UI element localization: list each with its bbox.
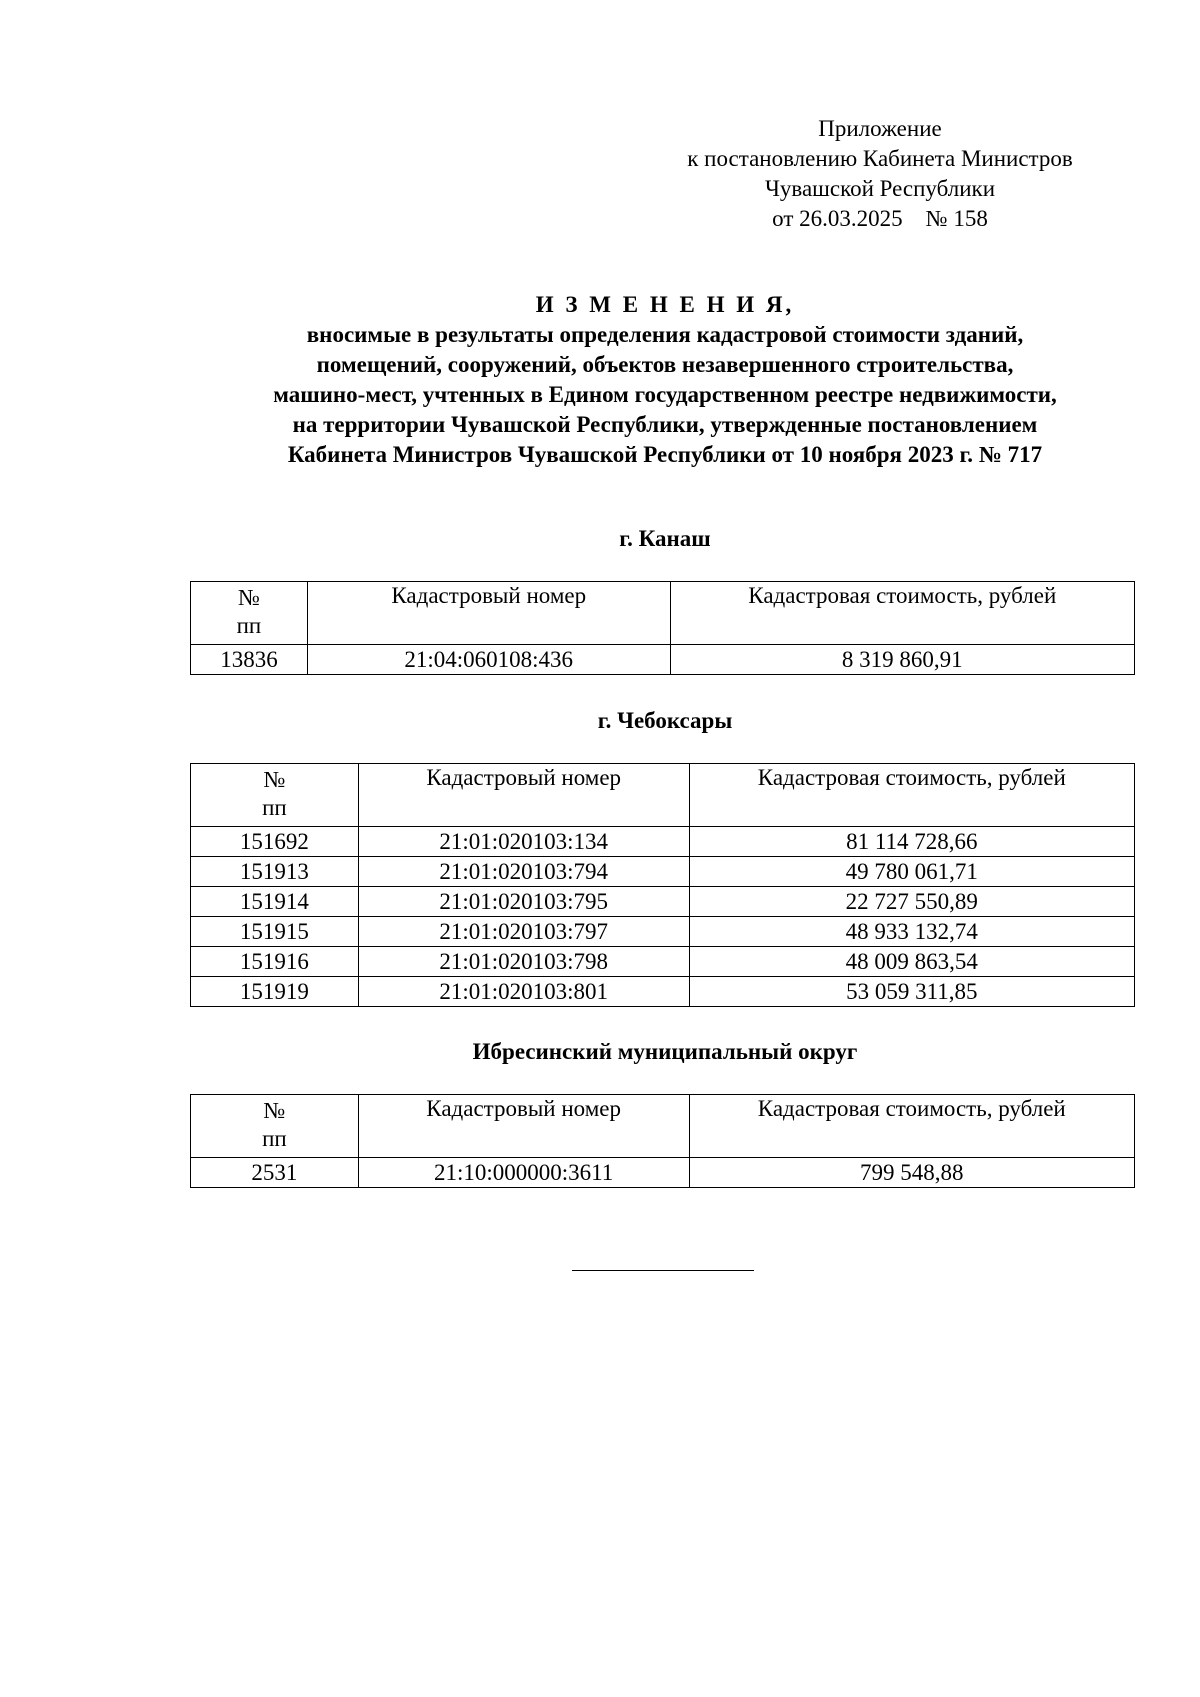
title-line: вносимые в результаты определения кадастровой стоимости зданий, bbox=[306, 322, 1024, 347]
table-cheboksary bbox=[190, 763, 1135, 1007]
cell-no: 151916 bbox=[191, 947, 359, 977]
no-symbol: № bbox=[263, 767, 286, 792]
table-row bbox=[191, 917, 1135, 947]
cell-no: 151919 bbox=[191, 977, 359, 1007]
title-line: помещений, сооружений, объектов незавершенного строительства, bbox=[316, 352, 1014, 377]
cell-no: 2531 bbox=[191, 1158, 359, 1188]
section-heading-kanash: г. Канаш bbox=[619, 526, 711, 551]
title-line: Кабинета Министров Чувашской Республики от 10 ноября 2023 г. № 717 bbox=[287, 442, 1043, 467]
table-row bbox=[191, 1158, 1135, 1188]
cell-value: 22 727 550,89 bbox=[689, 887, 1134, 917]
cell-no: 13836 bbox=[191, 645, 308, 675]
pp-label: пп bbox=[262, 1126, 287, 1151]
appendix-label: Приложение bbox=[818, 116, 942, 141]
table-kanash bbox=[190, 581, 1135, 675]
column-header-cadastral-value: Кадастровая стоимость, рублей bbox=[689, 1095, 1134, 1158]
section-heading-ibresi: Ибресинский муниципальный округ bbox=[472, 1039, 858, 1064]
table-ibresi bbox=[190, 1094, 1135, 1188]
cell-number: 21:10:000000:3611 bbox=[358, 1158, 689, 1188]
table-header-row bbox=[191, 1095, 1135, 1158]
cell-number: 21:04:060108:436 bbox=[307, 645, 670, 675]
column-header-no bbox=[191, 1095, 359, 1158]
no-symbol: № bbox=[263, 1098, 286, 1123]
cell-number: 21:01:020103:795 bbox=[358, 887, 689, 917]
column-header-cadastral-number: Кадастровый номер bbox=[307, 582, 670, 645]
title-main: И З М Е Н Е Н И Я, bbox=[535, 292, 795, 317]
table-row bbox=[191, 947, 1135, 977]
appendix-republic: Чувашской Республики bbox=[764, 176, 996, 201]
cell-value: 48 009 863,54 bbox=[689, 947, 1134, 977]
column-header-no bbox=[191, 582, 308, 645]
cell-number: 21:01:020103:134 bbox=[358, 827, 689, 857]
cell-number: 21:01:020103:797 bbox=[358, 917, 689, 947]
column-header-cadastral-value: Кадастровая стоимость, рублей bbox=[689, 764, 1134, 827]
document-title bbox=[170, 290, 1160, 470]
cell-no: 151913 bbox=[191, 857, 359, 887]
table-header-row bbox=[191, 764, 1135, 827]
pp-label: пп bbox=[262, 795, 287, 820]
cell-no: 151914 bbox=[191, 887, 359, 917]
table-row bbox=[191, 977, 1135, 1007]
table-row bbox=[191, 827, 1135, 857]
appendix-date-number: от 26.03.2025 № 158 bbox=[772, 206, 988, 231]
appendix-block bbox=[640, 114, 1120, 234]
cell-number: 21:01:020103:798 bbox=[358, 947, 689, 977]
table-row bbox=[191, 645, 1135, 675]
cell-value: 48 933 132,74 bbox=[689, 917, 1134, 947]
cell-number: 21:01:020103:794 bbox=[358, 857, 689, 887]
table-row bbox=[191, 887, 1135, 917]
cell-value: 53 059 311,85 bbox=[689, 977, 1134, 1007]
title-line: машино-мест, учтенных в Едином государственном реестре недвижимости, bbox=[273, 382, 1057, 407]
no-symbol: № bbox=[237, 585, 260, 610]
pp-label: пп bbox=[236, 613, 262, 638]
table-row bbox=[191, 857, 1135, 887]
section-heading-cheboksary: г. Чебоксары bbox=[597, 708, 733, 733]
column-header-cadastral-value: Кадастровая стоимость, рублей bbox=[670, 582, 1134, 645]
cell-no: 151915 bbox=[191, 917, 359, 947]
column-header-no bbox=[191, 764, 359, 827]
title-line: на территории Чувашской Республики, утвержденные постановлением bbox=[292, 412, 1038, 437]
column-header-cadastral-number: Кадастровый номер bbox=[358, 1095, 689, 1158]
column-header-cadastral-number: Кадастровый номер bbox=[358, 764, 689, 827]
cell-number: 21:01:020103:801 bbox=[358, 977, 689, 1007]
cell-value: 8 319 860,91 bbox=[670, 645, 1134, 675]
cell-value: 81 114 728,66 bbox=[689, 827, 1134, 857]
cell-value: 799 548,88 bbox=[689, 1158, 1134, 1188]
appendix-resolution: к постановлению Кабинета Министров bbox=[687, 146, 1073, 171]
cell-value: 49 780 061,71 bbox=[689, 857, 1134, 887]
table-header-row bbox=[191, 582, 1135, 645]
cell-no: 151692 bbox=[191, 827, 359, 857]
closing-rule bbox=[572, 1270, 754, 1271]
